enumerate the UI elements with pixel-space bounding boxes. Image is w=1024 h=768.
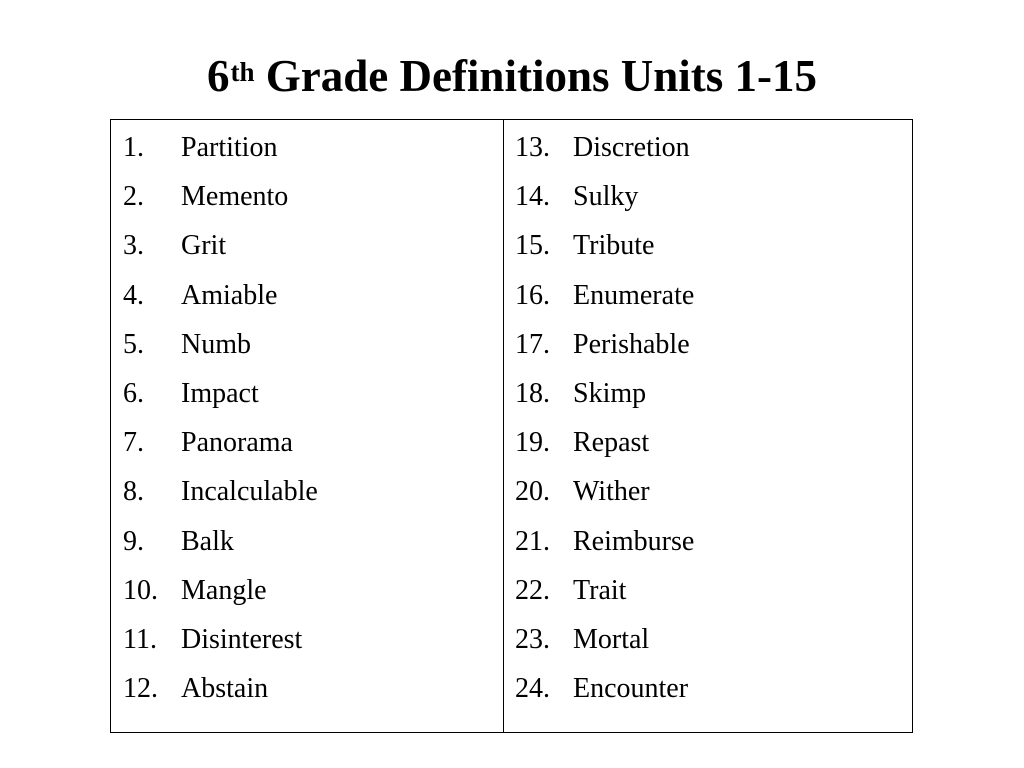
column-divider: [503, 120, 504, 732]
page-title: [0, 46, 1024, 106]
item-word: Disinterest: [181, 623, 303, 655]
list-item: [123, 325, 318, 374]
item-word: Enumerate: [573, 279, 695, 311]
list-item: [515, 423, 694, 472]
item-number: 8.: [123, 476, 144, 508]
item-word: Abstain: [181, 673, 269, 705]
list-item: [515, 620, 694, 669]
item-number: 10.: [123, 574, 158, 606]
item-number: 23.: [515, 623, 550, 655]
list-item: [123, 669, 318, 718]
item-word: Amiable: [181, 279, 278, 311]
item-word: Encounter: [573, 673, 689, 705]
item-number: 15.: [515, 230, 550, 262]
list-item: [123, 226, 318, 275]
item-word: Skimp: [573, 377, 647, 409]
item-number: 21.: [515, 525, 550, 557]
item-word: Tribute: [573, 230, 655, 262]
list-item: [123, 522, 318, 571]
item-number: 13.: [515, 132, 550, 163]
list-item: [515, 571, 694, 620]
item-word: Mangle: [181, 574, 267, 606]
item-number: 9.: [123, 525, 144, 557]
list-item: [515, 669, 694, 718]
item-word: Discretion: [573, 132, 690, 163]
item-number: 24.: [515, 673, 550, 705]
item-number: 14.: [515, 181, 550, 213]
item-word: Impact: [181, 377, 259, 409]
item-word: Memento: [181, 181, 289, 213]
list-item: [123, 620, 318, 669]
item-number: 22.: [515, 574, 550, 606]
item-number: 11.: [123, 623, 157, 655]
item-number: 17.: [515, 328, 550, 360]
item-number: 1.: [123, 132, 144, 163]
item-word: Reimburse: [573, 525, 695, 557]
item-number: 2.: [123, 181, 144, 213]
item-word: Incalculable: [181, 476, 318, 508]
list-item: [123, 423, 318, 472]
item-word: Balk: [181, 525, 234, 557]
item-number: 4.: [123, 279, 144, 311]
item-word: Wither: [573, 476, 650, 508]
item-word: Perishable: [573, 328, 690, 360]
item-word: Repast: [573, 427, 650, 459]
list-item: [123, 472, 318, 521]
word-list-table: [110, 119, 913, 733]
list-item: [515, 226, 694, 275]
item-word: Sulky: [573, 181, 639, 213]
item-word: Trait: [573, 574, 627, 606]
item-number: 18.: [515, 377, 550, 409]
list-item: [123, 374, 318, 423]
item-number: 3.: [123, 230, 144, 262]
item-number: 12.: [123, 673, 158, 705]
list-item: [123, 276, 318, 325]
item-word: Panorama: [181, 427, 293, 459]
item-word: Mortal: [573, 623, 650, 655]
title-number: 6: [206, 51, 230, 101]
list-item: [123, 571, 318, 620]
list-item: [515, 325, 694, 374]
list-item: [123, 128, 318, 177]
item-number: 7.: [123, 427, 144, 459]
right-word-column: [515, 128, 694, 718]
title-text: Grade Definitions Units 1-15: [254, 51, 817, 101]
title-superscript: th: [230, 57, 255, 87]
item-number: 19.: [515, 427, 550, 459]
list-item: [515, 276, 694, 325]
list-item: [515, 128, 694, 177]
item-word: Partition: [181, 132, 278, 163]
item-number: 6.: [123, 377, 144, 409]
list-item: [515, 472, 694, 521]
list-item: [515, 374, 694, 423]
item-number: 16.: [515, 279, 550, 311]
left-word-column: [123, 128, 318, 718]
item-word: Numb: [181, 328, 251, 360]
item-number: 5.: [123, 328, 144, 360]
list-item: [515, 177, 694, 226]
item-number: 20.: [515, 476, 550, 508]
list-item: [123, 177, 318, 226]
list-item: [515, 522, 694, 571]
item-word: Grit: [181, 230, 227, 262]
